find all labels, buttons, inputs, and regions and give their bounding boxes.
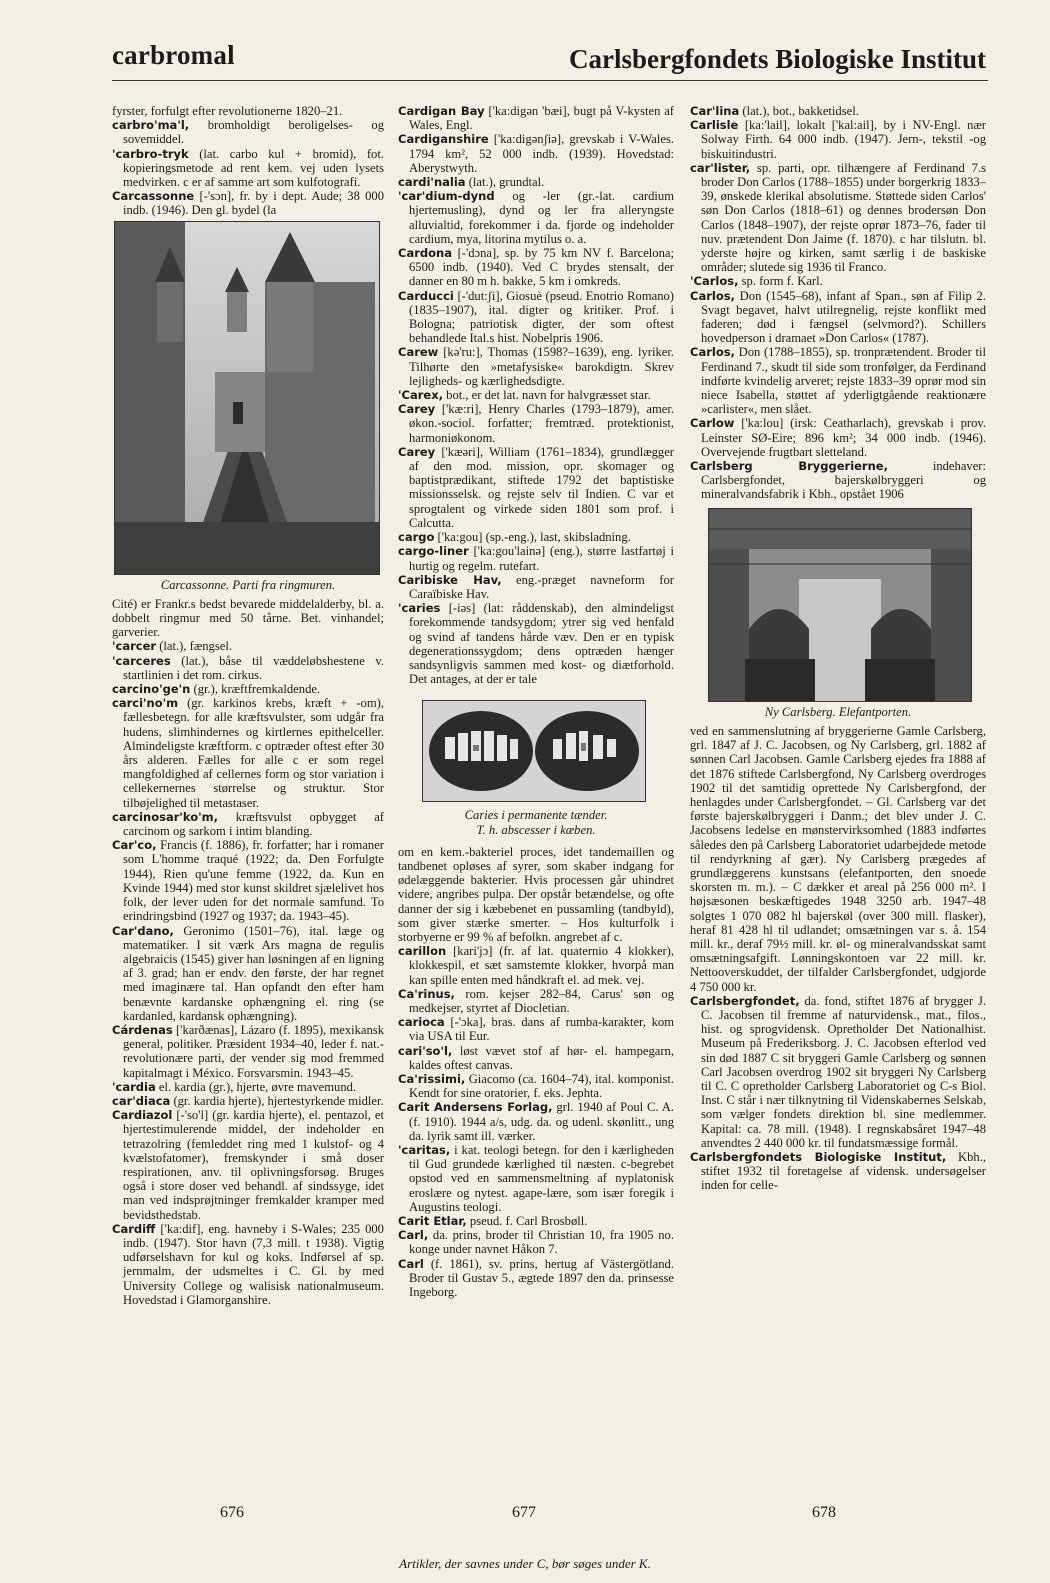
entry-definition: [-'dɔna], sp. by 75 km NV f. Barcelona; 6500 indb. (1940). Ved C brydes stensalt, der danner en 80 m h. bakke, 5 km i omkreds. bbox=[409, 246, 674, 289]
dictionary-entry bbox=[690, 1150, 986, 1193]
entry-definition: og -ler (gr.-lat. cardium hjertemusling), dynd og ler fra alleryngste alluvialtid, forekommer i da. fjorde og indeholder cardium, mya, litorina mytilus o. a. bbox=[409, 189, 674, 246]
dictionary-entry bbox=[398, 1143, 674, 1214]
entry-definition: (lat. carbo kul + bromid), fot. kopieringsmetode ad rent kem. vej uden lysets medvirken. c er af samme art som kulfotografi. bbox=[123, 146, 384, 190]
entry-headword: 'Carlos, bbox=[690, 274, 739, 289]
entry-headword: Carcassonne bbox=[112, 189, 195, 204]
dictionary-entry bbox=[398, 132, 674, 175]
entry-definition: Kbh., stiftet 1932 til foretagelse af vidensk. undersøgelser inden for celle- bbox=[701, 1149, 986, 1193]
entry-definition: Giacomo (ca. 1604–74), ital. komponist. Kendt for sine oratorier, f. eks. Jephta. bbox=[409, 1071, 674, 1101]
dictionary-entry bbox=[398, 1257, 674, 1300]
entry-headword: car'diaca bbox=[112, 1093, 171, 1108]
dictionary-entry bbox=[112, 810, 384, 838]
entry-definition: Geronimo (1501–76), ital. læge og matematiker. I sit værk Ars magna de regulis algebraicis (1545) giver han løsningen af en ligning af 3. grad; han er endv. den første, der har regnet med imaginære tal. Han opfandt den efter ham benævnte kardanske ophængning el. ring (se kardanled, kardansk ophængning). bbox=[123, 923, 384, 1023]
column-3-top-entries bbox=[690, 104, 986, 502]
entry-definition: ['ka:digənʃiə], grevskab i V-Wales. 1794 km², 52 000 indb. (1939). Hovedstad: Aberystwyth. bbox=[409, 132, 674, 175]
entry-definition: [-'ɔka], bras. dans af rumba-karakter, kom via USA til Eur. bbox=[409, 1015, 674, 1044]
entry-headword: 'carceres bbox=[112, 653, 171, 668]
dictionary-entry bbox=[398, 388, 674, 402]
dictionary-entry bbox=[398, 601, 674, 686]
entry-definition: sp. parti, opr. tilhængere af Ferdinand 7.s broder Don Carlos (1788–1855) under borgerkrig 1833–39, ønskede klerikal absolutisme. Støttede siden Carlos' søn Don Carlos (1818–61) og dennes brodersøn Don Carlos (1848–1907), der rejste oprør 1873–76, fader til nuv. prætendent Don Jaime (f. 1870). c har tilslutn. bl. yderste højre og kirken, samt særlig i de baskiske områder; slutede sig 1936 til Franco. bbox=[701, 160, 986, 275]
entry-headword: Cardiganshire bbox=[398, 132, 489, 147]
entry-headword: Carit Etlar, bbox=[398, 1214, 467, 1229]
entry-headword: cari'so'l, bbox=[398, 1043, 453, 1058]
entry-headword: Carit Andersens Forlag, bbox=[398, 1100, 553, 1115]
dictionary-entry bbox=[398, 1100, 674, 1143]
entry-headword: 'carcer bbox=[112, 639, 157, 654]
dictionary-entry bbox=[112, 838, 384, 923]
entry-definition: [kari'jɔ] (fr. af lat. quaternio 4 klokker), klokkespil, et sæt samstemte klokker, hvorpå man kan spille enten med håndkraft el. ad mek. vej. bbox=[409, 944, 675, 987]
entry-definition: (lat.), båse til væddeløbshestene v. startlinien i det rom. cirkus. bbox=[123, 653, 384, 682]
entry-definition: [-'dut:ʃi], Giosuè (pseud. Enotrio Romano) (1835–1907), ital. digter og kritiker. Prof. i Bologna; patriotisk digter, der som oftest behandlede Ital.s hist. Nobelpris 1906. bbox=[409, 288, 674, 346]
dictionary-entry bbox=[112, 104, 384, 118]
entry-definition: bromholdigt beroligelses- og sovemiddel. bbox=[123, 118, 384, 147]
dictionary-entry bbox=[690, 274, 986, 288]
dictionary-entry bbox=[398, 1044, 674, 1072]
entry-definition: [-'sɔn], fr. by i dept. Aude; 38 000 indb. (1946). Den gl. bydel (la bbox=[123, 189, 384, 218]
entry-definition: ['kæ:ri], Henry Charles (1793–1879), amer. økon.-sociol. forfatter; fremtræd. protektionist, harmoniøkonom. bbox=[409, 402, 674, 445]
entry-headword: 'caritas, bbox=[398, 1143, 451, 1157]
column-2 bbox=[398, 104, 674, 1299]
header-left-word: carbromal bbox=[112, 40, 235, 70]
entry-definition: (lat.), bot., bakketidsel. bbox=[742, 104, 859, 118]
entry-definition: ['ka:lou] (irsk: Ceatharlach), grevskab i prov. Leinster SØ-Eire; 896 km²; 34 000 indb. (1946). Overvejende frugtbart sletteland. bbox=[701, 416, 987, 459]
entry-headword: Carducci bbox=[398, 288, 454, 303]
dictionary-entry bbox=[398, 189, 674, 246]
entry-headword: Carlow bbox=[690, 416, 735, 431]
entry-headword: carcino'ge'n bbox=[112, 682, 191, 697]
dictionary-entry bbox=[398, 1228, 674, 1256]
caries-photo bbox=[422, 700, 646, 802]
entry-headword: Carlsberg Bryggerierne, bbox=[690, 459, 888, 474]
column-3 bbox=[690, 104, 986, 1193]
entry-definition: el. kardia (gr.), hjerte, øvre mavemund. bbox=[158, 1079, 357, 1094]
dictionary-entry bbox=[112, 696, 384, 810]
entry-definition: (lat.), grundtal. bbox=[468, 175, 545, 190]
entry-headword: Carey bbox=[398, 402, 436, 417]
entry-definition: [-iəs] (lat: råddenskab), den almindeligst forekommende tandsygdom; ytrer sig ved henfald og svind af tandens hårde væv. Den er en typisk degenerationssygdom; dens optræden hænger sandsynligvis sammen med kost- og diætforhold. Det antages, at der er tale bbox=[409, 601, 674, 687]
entry-headword: Ca'rinus, bbox=[398, 986, 455, 1001]
entry-headword: Carlisle bbox=[690, 118, 739, 133]
entry-definition: da. prins, broder til Christian 10, fra 1905 no. konge under navnet Håkon 7. bbox=[409, 1228, 674, 1257]
entry-headword: Cardiff bbox=[112, 1221, 156, 1236]
entry-headword: carbro'ma'l, bbox=[112, 118, 190, 133]
dictionary-entry bbox=[398, 104, 674, 132]
entry-definition: ['ka:gou'lainə] (eng.), større lastfartøj i hurtig og regelm. rutefart. bbox=[409, 544, 674, 573]
dictionary-entry bbox=[398, 345, 674, 388]
dictionary-entry bbox=[112, 682, 384, 696]
dictionary-entry bbox=[112, 1222, 384, 1307]
dictionary-entry bbox=[112, 1094, 384, 1108]
entry-headword: cardi'nalia bbox=[398, 175, 466, 190]
entry-headword: Carlos, bbox=[690, 288, 735, 303]
caries-caption-2: T. h. abscesser i kæben. bbox=[476, 822, 596, 837]
elephant-gate-illustration bbox=[709, 509, 971, 701]
dictionary-entry bbox=[398, 246, 674, 289]
entry-definition: (gr. kardia hjerte), hjertestyrkende midler. bbox=[173, 1093, 384, 1108]
entry-headword: Cárdenas bbox=[112, 1022, 173, 1037]
entry-headword: Carey bbox=[398, 444, 436, 459]
entry-definition: (gr.), kræftfremkaldende. bbox=[193, 682, 321, 697]
entry-headword: Carl, bbox=[398, 1228, 429, 1243]
entry-definition: rom. kejser 282–84, Carus' søn og medkejser, styrtet af Diocletian. bbox=[409, 986, 674, 1015]
entry-headword: cargo bbox=[398, 530, 435, 545]
entry-definition: pseud. f. Carl Brosbøll. bbox=[469, 1214, 588, 1229]
entry-definition: Francis (f. 1886), fr. forfatter; har i romaner som L'homme traqué (1922; da. Den Forfulgte 1944), Rien qu'une femme (1922, da. Kun en Kvinde 1944) med stor kunst skildret sjælelivet hos folk, der lever uden for det normale samfund. To erindringsbind (1927 og 1937; da. 1943–45). bbox=[123, 838, 384, 924]
entry-definition: Don (1788–1855), sp. tronprætendent. Broder til Ferdinand 7., skudt til side som tronfølger, da Ferdinand indførte kvindelig arveret; rejste 1833–39 oprør mod sin niece Isabella, støttet af yderligtgående reaktionære »carlister«, men slået. bbox=[701, 345, 986, 417]
dictionary-entry bbox=[398, 845, 674, 944]
dictionary-entry bbox=[112, 1080, 384, 1094]
column-1-bottom-entries bbox=[112, 597, 384, 1307]
dictionary-entry bbox=[690, 118, 986, 161]
entry-headword: Car'co, bbox=[112, 838, 157, 853]
entry-headword: Carlos, bbox=[690, 345, 735, 360]
dictionary-entry bbox=[398, 289, 674, 346]
dictionary-entry bbox=[398, 402, 674, 445]
entry-definition: Cité) er Frankr.s bedst bevarede middelalderby, bl. a. dobbelt ringmur med 50 tårne. Bet. vinhandel; garverier. bbox=[112, 596, 384, 640]
column-2-bottom-entries bbox=[398, 845, 674, 1300]
dictionary-entry bbox=[398, 944, 674, 987]
column-1-top-entries bbox=[112, 104, 384, 218]
entry-definition: løst vævet stof af hør- el. hampegarn, kaldes oftest canvas. bbox=[409, 1043, 674, 1072]
entry-headword: 'Carex, bbox=[398, 388, 443, 403]
dictionary-entry bbox=[690, 345, 986, 416]
header-rule bbox=[112, 80, 988, 81]
entry-definition: fyrster, forfulgt efter revolutionerne 1820–21. bbox=[112, 104, 343, 118]
dictionary-entry bbox=[112, 147, 384, 190]
dictionary-entry bbox=[690, 994, 986, 1150]
entry-definition: [kə'ru:], Thomas (1598?–1639), eng. lyriker. Tilhørte den »metafysiske« barokdigtn. Skrev lejligheds- og kærlighedsdigte. bbox=[409, 345, 674, 388]
entry-definition: indehaver: Carlsbergfondet, bajerskølbryggeri og mineralvandsfabrik i Kbh., opstået 1906 bbox=[701, 459, 986, 502]
entry-headword: Cardigan Bay bbox=[398, 104, 485, 118]
entry-definition: eng.-præget navneform for Caraïbiske Hav. bbox=[409, 572, 674, 601]
entry-definition: ['ka:gou] (sp.-eng.), last, skibsladning. bbox=[437, 530, 631, 545]
column-2-top-entries bbox=[398, 104, 674, 686]
dictionary-entry bbox=[398, 573, 674, 601]
entry-definition: grl. 1940 af Poul C. A. (f. 1910). 1944 a/s, udg. da. og udenl. skønlitt., ung da. lyrik samt ill. værker. bbox=[409, 1100, 674, 1143]
column-3-bottom-entries bbox=[690, 724, 986, 1193]
header-right-word: Carlsbergfondets Biologiske Institut bbox=[568, 44, 986, 74]
entry-headword: carcinosar'ko'm, bbox=[112, 809, 219, 824]
entry-definition: ['ka:digən 'bæi], bugt på V-kysten af Wales, Engl. bbox=[409, 104, 674, 133]
entry-definition: (f. 1861), sv. prins, hertug af Västergötland. Broder til Gustav 5., ægtede 1897 den da. prinsesse Ingeborg. bbox=[409, 1256, 674, 1300]
carcassonne-caption: Carcassonne. Parti fra ringmuren. bbox=[160, 577, 336, 592]
dictionary-entry bbox=[112, 189, 384, 217]
entry-definition: bot., er det lat. navn for halvgræsset star. bbox=[446, 388, 651, 403]
entry-headword: 'car'dium-dynd bbox=[398, 189, 495, 204]
page-number-678: 678 bbox=[812, 1504, 836, 1521]
caries-caption-1: Caries i permanente tænder. bbox=[464, 808, 608, 823]
column-1 bbox=[112, 104, 384, 1307]
dictionary-entry bbox=[398, 1072, 674, 1100]
entry-definition: [ka:'lail], lokalt ['kal:ail], by i NV-Engl. nær Solway Firth. 64 000 indb. (1947). Jern-, tekstil -og biskuitindustri. bbox=[701, 118, 986, 161]
dictionary-entry bbox=[112, 654, 384, 682]
entry-definition: ved en sammenslutning af bryggerierne Gamle Carlsberg, grl. 1847 af J. C. Jacobsen, og Ny Carlsberg, grl. 1882 af sønnen Carl Jacobsen. Gamle Carlsberg ejedes fra 1888 af det 1876 stiftede Carlsbergfond, Ny Carlsberg overdroges 1902 til det samtidig oprettede Ny Carlsbergfond, der henlagdes under Carlsbergfondet. – Gl. Carlsberg var det første bajerskølbryggeri i Danm.; det blev under J. C. Jacobsens ledelse en mønstervirksomhed (1883 indførtes således den på Carlsberg Laboratoriet udarbejdede metode til rendyrkning af gær). Ny Carlsberg prægedes af grundlæggerens kunstsans (elefantporten, den snoede skorsten m. m.). – C dækker et areal på 256 000 m². I højsæsonen beskæftigedes 1948 3250 arb. 1947–48 solgtes 1 070 082 hl bajerskøl (over 300 mill. flasker), heraf 81 428 hl til udlandet; omsætningen var s. å. 154 mill. kr., deraf 79½ mill. kr. øl- og mineralvandsskat samt omsætningsafgift. Lønningskontoen var 22 mill. kr. Nettooverskuddet, der tilfalder Carlsbergfondet, udgjorde 4 750 000 kr. bbox=[690, 723, 986, 994]
dictionary-entry bbox=[690, 289, 986, 346]
entry-definition: (lat.), fængsel. bbox=[159, 639, 232, 654]
dictionary-entry bbox=[398, 445, 674, 530]
dictionary-entry bbox=[690, 459, 986, 502]
dictionary-entry bbox=[112, 118, 384, 146]
entry-headword: carioca bbox=[398, 1015, 445, 1030]
entry-headword: Carl bbox=[398, 1256, 424, 1271]
dictionary-entry bbox=[690, 161, 986, 275]
entry-headword: Carlsbergfondet, bbox=[690, 993, 800, 1008]
entry-definition: ['ka:dif], eng. havneby i S-Wales; 235 000 indb. (1947). Stor havn (7,3 mill. t 1938). Vigtig udførselshavn for kul og koks. Indførsel af sp. jernmalm, der udsmeltes i C. Gl. by med University College og walisisk nationalmuseum. Hovedstad i Glamorganshire. bbox=[123, 1221, 384, 1307]
entry-headword: Caribiske Hav, bbox=[398, 572, 502, 587]
footer-note: Artikler, der savnes under C, bør søges under K. bbox=[399, 1556, 651, 1571]
entry-headword: Cardona bbox=[398, 246, 452, 261]
entry-headword: Car'dano, bbox=[112, 923, 174, 938]
caries-illustration bbox=[423, 701, 645, 801]
entry-definition: (gr. karkinos krebs, kræft + -om), fællesbetegn. for alle kræftsvulster, som udgår fra hudens, slimhindernes og kirtlernes epithelceller. Almindeligste kræftform. c optræder oftest efter 30 års alderen. Fælles for alle c er som regel mangfoldighed af cellernes form og stor variation i cellekernernes størrelse og struktur. Stor tilbøjelighed til metastaser. bbox=[123, 696, 384, 810]
dictionary-entry bbox=[690, 724, 986, 994]
entry-definition: Don (1545–68), infant af Span., søn af Filip 2. Svagt begavet, halvt utilregnelig, rejste konflikt med faderen; død i fængsel (selvmord?). Schillers hovedperson i dramaet »Don Carlos« (1787). bbox=[701, 288, 986, 346]
dictionary-entry bbox=[112, 639, 384, 653]
dictionary-entry bbox=[690, 104, 986, 118]
entry-definition: [-'so'l] (gr. kardia hjerte), el. pentazol, et hjertestimulerende middel, der indeholder en tetrazolring (femleddet ring med 1 kulstof- og 4 kvælstofatomer), fremskynder i små doser respirationen, anv. til oplivningsforsøg. Bruges også i store doser ved behandl. af sindssyge, idet man ved indsprøjtninger fremkalder kramper med bevidsthedstab. bbox=[123, 1108, 384, 1222]
elephant-gate-photo bbox=[708, 508, 972, 702]
entry-headword: Car'lina bbox=[690, 104, 740, 118]
entry-definition: om en kem.-bakteriel proces, idet tandemaillen og tandbenet opløses af syrer, som skaber indgang for ødelæggende bakterier. Hvis processen går uhindret videre, angribes pulpa. Der opstår betændelse, og ofte danner der sig i kæbebenet en pussamling (tandbyld), som giver stærke smerter. – Hos kulturfolk i storbyerne er 99 % af befolkn. angrebet af c. bbox=[398, 844, 674, 944]
carcassonne-illustration bbox=[115, 222, 379, 574]
entry-headword: 'cardia bbox=[112, 1079, 156, 1094]
entry-definition: sp. form f. Karl. bbox=[741, 274, 823, 289]
dictionary-entry bbox=[398, 1015, 674, 1043]
entry-headword: car'lister, bbox=[690, 160, 751, 175]
entry-definition: ['kæəri], William (1761–1834), grundlægger af den mod. mission, opr. skomager og baptistprædikant, stiftede 1792 det baptistiske missionsselsk. og rejste selv til Indien. C var et sprogtalent og virkede siden 1801 som prof. i Calcutta. bbox=[409, 444, 674, 530]
dictionary-entry bbox=[398, 175, 674, 189]
entry-definition: da. fond, stiftet 1876 af brygger J. C. Jacobsen til fremme af naturvidensk., mat., filos., hist. og sprogvidensk. Opretholder Det Nationalhist. Museum på Frederiksborg. J. C. Jacobsen efterlod ved sin død 1887 C sit bryggeri Gamle Carlsberg og sønnen Carl Jacobsen overdrog 1902 sit bryggeri Ny Carlsberg til C. C opretholder Carlsberg Laboratoriet og C-s Biol. Inst. C står i nær tilknytning til Videnskabernes Selskab, som vælger fondets direktion bl. sine medlemmer. Kapital: ca. 78 mill. (1948). I regnskabsåret 1947–48 anvendtes 2 440 000 kr. til fundatsmæssige formål. bbox=[701, 993, 986, 1150]
dictionary-entry bbox=[398, 987, 674, 1015]
entry-headword: carillon bbox=[398, 944, 447, 959]
page-number-677: 677 bbox=[512, 1504, 536, 1521]
dictionary-entry bbox=[112, 924, 384, 1023]
dictionary-entry bbox=[112, 597, 384, 640]
dictionary-entry bbox=[398, 530, 674, 544]
entry-headword: Cardiazol bbox=[112, 1108, 173, 1123]
entry-headword: 'caries bbox=[398, 601, 441, 616]
entry-headword: Carlsbergfondets Biologiske Institut, bbox=[690, 1149, 947, 1164]
entry-headword: 'carbro-tryk bbox=[112, 146, 189, 161]
dictionary-entry bbox=[398, 544, 674, 572]
dictionary-entry bbox=[112, 1023, 384, 1080]
page-number-676: 676 bbox=[220, 1504, 244, 1521]
entry-headword: cargo-liner bbox=[398, 544, 469, 559]
entry-definition: i kat. teologi betegn. for den i kærligheden til Gud grundede kærlighed til næsten. c-begrebet opstod ved en sammensmeltning af nyplatonisk eroslære og nytest. agape-lære, som især foregik i Augustins teologi. bbox=[409, 1143, 674, 1214]
entry-definition: kræftsvulst opbygget af carcinom og sarkom i intim blanding. bbox=[123, 809, 384, 839]
carcassonne-photo bbox=[114, 221, 380, 575]
entry-definition: ['karðænas], Lázaro (f. 1895), mexikansk general, politiker. Præsident 1934–40, leder f. nat.-revolutionære parti, der vender sig mod fremmed kapitalmagt i México. Forsvarsmin. 1943–45. bbox=[123, 1022, 385, 1080]
entry-headword: Ca'rissimi, bbox=[398, 1071, 466, 1086]
elephant-gate-caption: Ny Carlsberg. Elefantporten. bbox=[764, 704, 912, 719]
dictionary-entry bbox=[112, 1108, 384, 1222]
dictionary-entry bbox=[690, 416, 986, 459]
entry-headword: Carew bbox=[398, 345, 439, 360]
dictionary-entry bbox=[398, 1214, 674, 1228]
entry-headword: carci'no'm bbox=[112, 696, 179, 711]
